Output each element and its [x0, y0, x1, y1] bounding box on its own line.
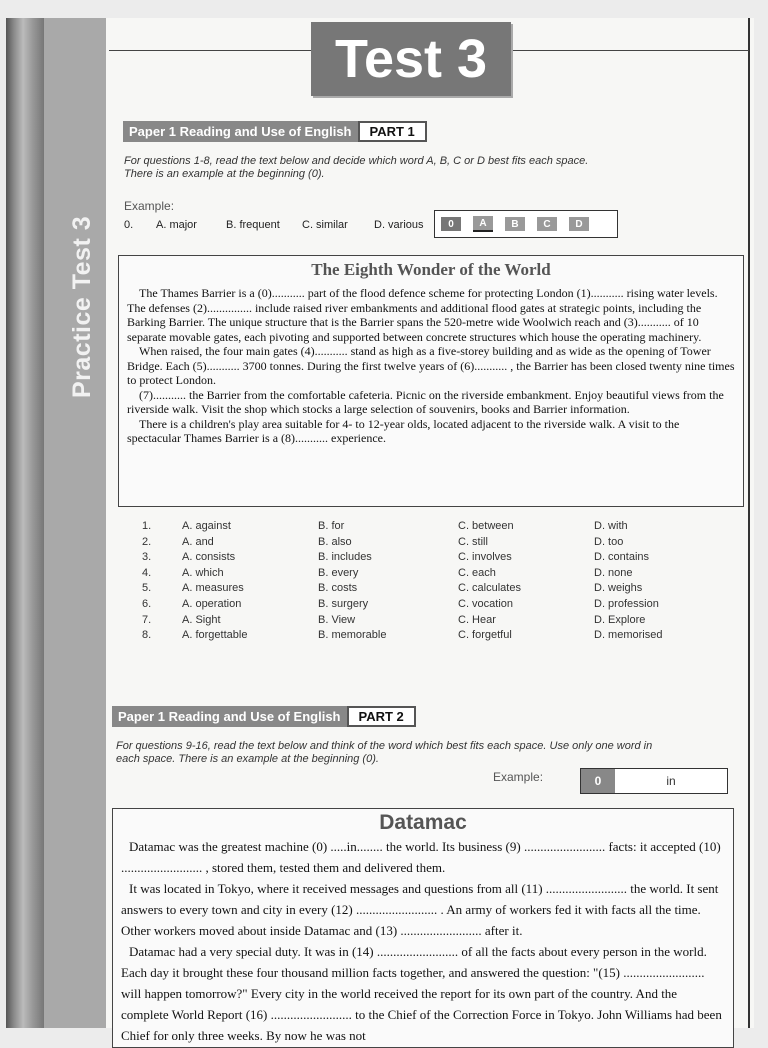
part2-example-label: Example: [493, 770, 544, 784]
part2-part-label: PART 2 [347, 706, 416, 727]
part1-paper-label: Paper 1 Reading and Use of English [123, 121, 358, 142]
side-band [44, 18, 106, 1028]
option-c: C. vocation [458, 597, 514, 610]
option-c: C. involves [458, 551, 512, 564]
option-d: D. Explore [594, 613, 646, 626]
part1-instructions-line2: There is an example at the beginning (0). [124, 168, 325, 180]
option-row [142, 551, 732, 567]
part2-paragraph: It was located in Tokyo, where it received messages and questions from all (11) ......................... the world. It sent answers to every town and city in every (12) ......................... . An army of workers fed it with facts all the time. Other workers moved about inside Datamac and (13) ......................... after it. [121, 881, 719, 938]
part1-paragraph: When raised, the four main gates (4)........... stand as high as a five-storey building and as wide as the opening of Tower Bridge. Each (5)........... 3700 tonnes. During the first twelve years of (6)........... , the Barrier has been closed twenty nine times to protect London. [127, 344, 735, 387]
option-d: D. profession [594, 597, 659, 610]
option-c: C. each [458, 566, 496, 579]
part1-instructions-line1: For questions 1-8, read the text below and decide which word A, B, C or D best fits each space. [124, 155, 589, 167]
option-num: 7. [142, 613, 152, 626]
part2-header [112, 706, 416, 727]
option-c: C. still [458, 535, 488, 548]
option-a: A. and [182, 535, 214, 548]
part1-header [123, 121, 427, 142]
option-row [142, 598, 732, 614]
example-number: 0. [124, 219, 134, 231]
option-row [142, 536, 732, 552]
part2-example-number: 0 [581, 769, 615, 793]
option-b: B. costs [318, 582, 358, 595]
test-title: Test 3 [311, 22, 511, 96]
option-d: D. memorised [594, 629, 663, 642]
option-num: 2. [142, 535, 152, 548]
grid-cell-c: C [537, 217, 557, 231]
option-b: B. memorable [318, 629, 387, 642]
option-c: C. Hear [458, 613, 496, 626]
part1-paragraph: The Thames Barrier is a (0)........... part of the flood defence scheme for protecting London (1)........... rising water levels. The defenses (2)............... include raised river embankments and additional flood gates at strategic points, including the Barking Barrier. The unique structure that is the Barrier spans the 520-metre wide Woolwich reach and (3)........... of 10 separate movable gates, each pivoting and supported between concrete structures which house the operating machinery. [127, 286, 718, 344]
option-d: D. weighs [594, 582, 643, 595]
grid-cell-d: D [569, 217, 589, 231]
part1-example-label: Example: [124, 199, 175, 213]
grid-cell-b: B [505, 217, 525, 231]
part1-text-title: The Eighth Wonder of the World [311, 260, 551, 279]
option-d: D. contains [594, 551, 650, 564]
option-c: C. forgetful [458, 629, 512, 642]
part2-paragraph: Datamac had a very special duty. It was in (14) ......................... of all the facts about every person in the world. Each day it brought these four thousand million facts together, and answered the question: "(15) ......................... will happen tomorrow?" Every city in the world received the report for its own part of the country. And the complete World Report (16) ......................... to the Chief of the Correction Force in Tokyo. John Williams had been Chief for only three weeks. By now he was not [121, 944, 722, 1043]
example-option-b: B. frequent [226, 219, 280, 231]
option-b: B. View [318, 613, 356, 626]
option-d: D. with [594, 520, 628, 532]
option-num: 1. [142, 520, 152, 532]
option-d: D. none [594, 566, 633, 579]
part2-instructions [116, 740, 736, 766]
option-c: C. between [458, 520, 514, 532]
option-b: B. every [318, 566, 359, 579]
part2-text-title: Datamac [379, 811, 467, 834]
option-b: B. for [318, 520, 345, 532]
option-b: B. surgery [318, 597, 369, 610]
option-row [142, 582, 732, 598]
option-num: 4. [142, 566, 152, 579]
answer-grid [434, 210, 618, 238]
part2-instructions-line1: For questions 9-16, read the text below and think of the word which best fits each space. Use only one word in [116, 740, 653, 752]
option-num: 6. [142, 597, 152, 610]
part2-text-box [112, 808, 734, 1048]
option-a: A. measures [182, 582, 244, 595]
option-row [142, 614, 732, 630]
book-spine [6, 18, 44, 1028]
example-option-a: A. major [156, 219, 197, 231]
option-a: A. operation [182, 597, 242, 610]
part1-part-label: PART 1 [358, 121, 427, 142]
part2-example-box [580, 768, 728, 794]
option-a: A. against [182, 520, 231, 532]
part2-paper-label: Paper 1 Reading and Use of English [112, 706, 347, 727]
part1-instructions [124, 155, 724, 181]
part1-options [142, 520, 732, 645]
grid-cell-a-selected: A [473, 216, 493, 232]
part1-paragraph: There is a children's play area suitable for 4- to 12-year olds, located adjacent to the riverside walk. A visit to the spectacular Thames Barrier is a (8)........... experience. [127, 416, 680, 445]
option-b: B. includes [318, 551, 372, 564]
example-option-c: C. similar [302, 219, 348, 231]
option-row [142, 520, 732, 536]
side-label: Practice Test 3 [68, 215, 96, 398]
option-a: A. forgettable [182, 629, 248, 642]
part2-paragraph: Datamac was the greatest machine (0) .....in........ the world. Its business (9) ......................... facts: it accepted (10) ......................... , stored them, tested them and delivered them. [121, 839, 721, 875]
page-edge [748, 18, 750, 1028]
option-num: 8. [142, 629, 152, 642]
workbook-page [6, 18, 754, 1043]
option-num: 5. [142, 582, 152, 595]
part1-example-row [124, 219, 434, 233]
option-a: A. which [182, 566, 224, 579]
option-b: B. also [318, 535, 352, 548]
example-option-d: D. various [374, 219, 424, 231]
option-row [142, 567, 732, 583]
option-row [142, 629, 732, 645]
part2-example-answer: in [666, 774, 676, 788]
option-a: A. consists [182, 551, 236, 564]
option-c: C. calculates [458, 582, 521, 595]
option-d: D. too [594, 535, 624, 548]
part1-paragraph: (7)........... the Barrier from the comfortable cafeteria. Picnic on the riverside embankment. Enjoy beautiful views from the riverside walk. Visit the shop which stocks a large selection of souvenirs, books and Barrier information. [127, 387, 724, 416]
option-a: A. Sight [182, 613, 221, 626]
part1-text-box [118, 255, 744, 507]
option-num: 3. [142, 551, 152, 564]
part2-instructions-line2: each space. There is an example at the beginning (0). [116, 753, 379, 765]
grid-cell-0: 0 [441, 217, 461, 231]
